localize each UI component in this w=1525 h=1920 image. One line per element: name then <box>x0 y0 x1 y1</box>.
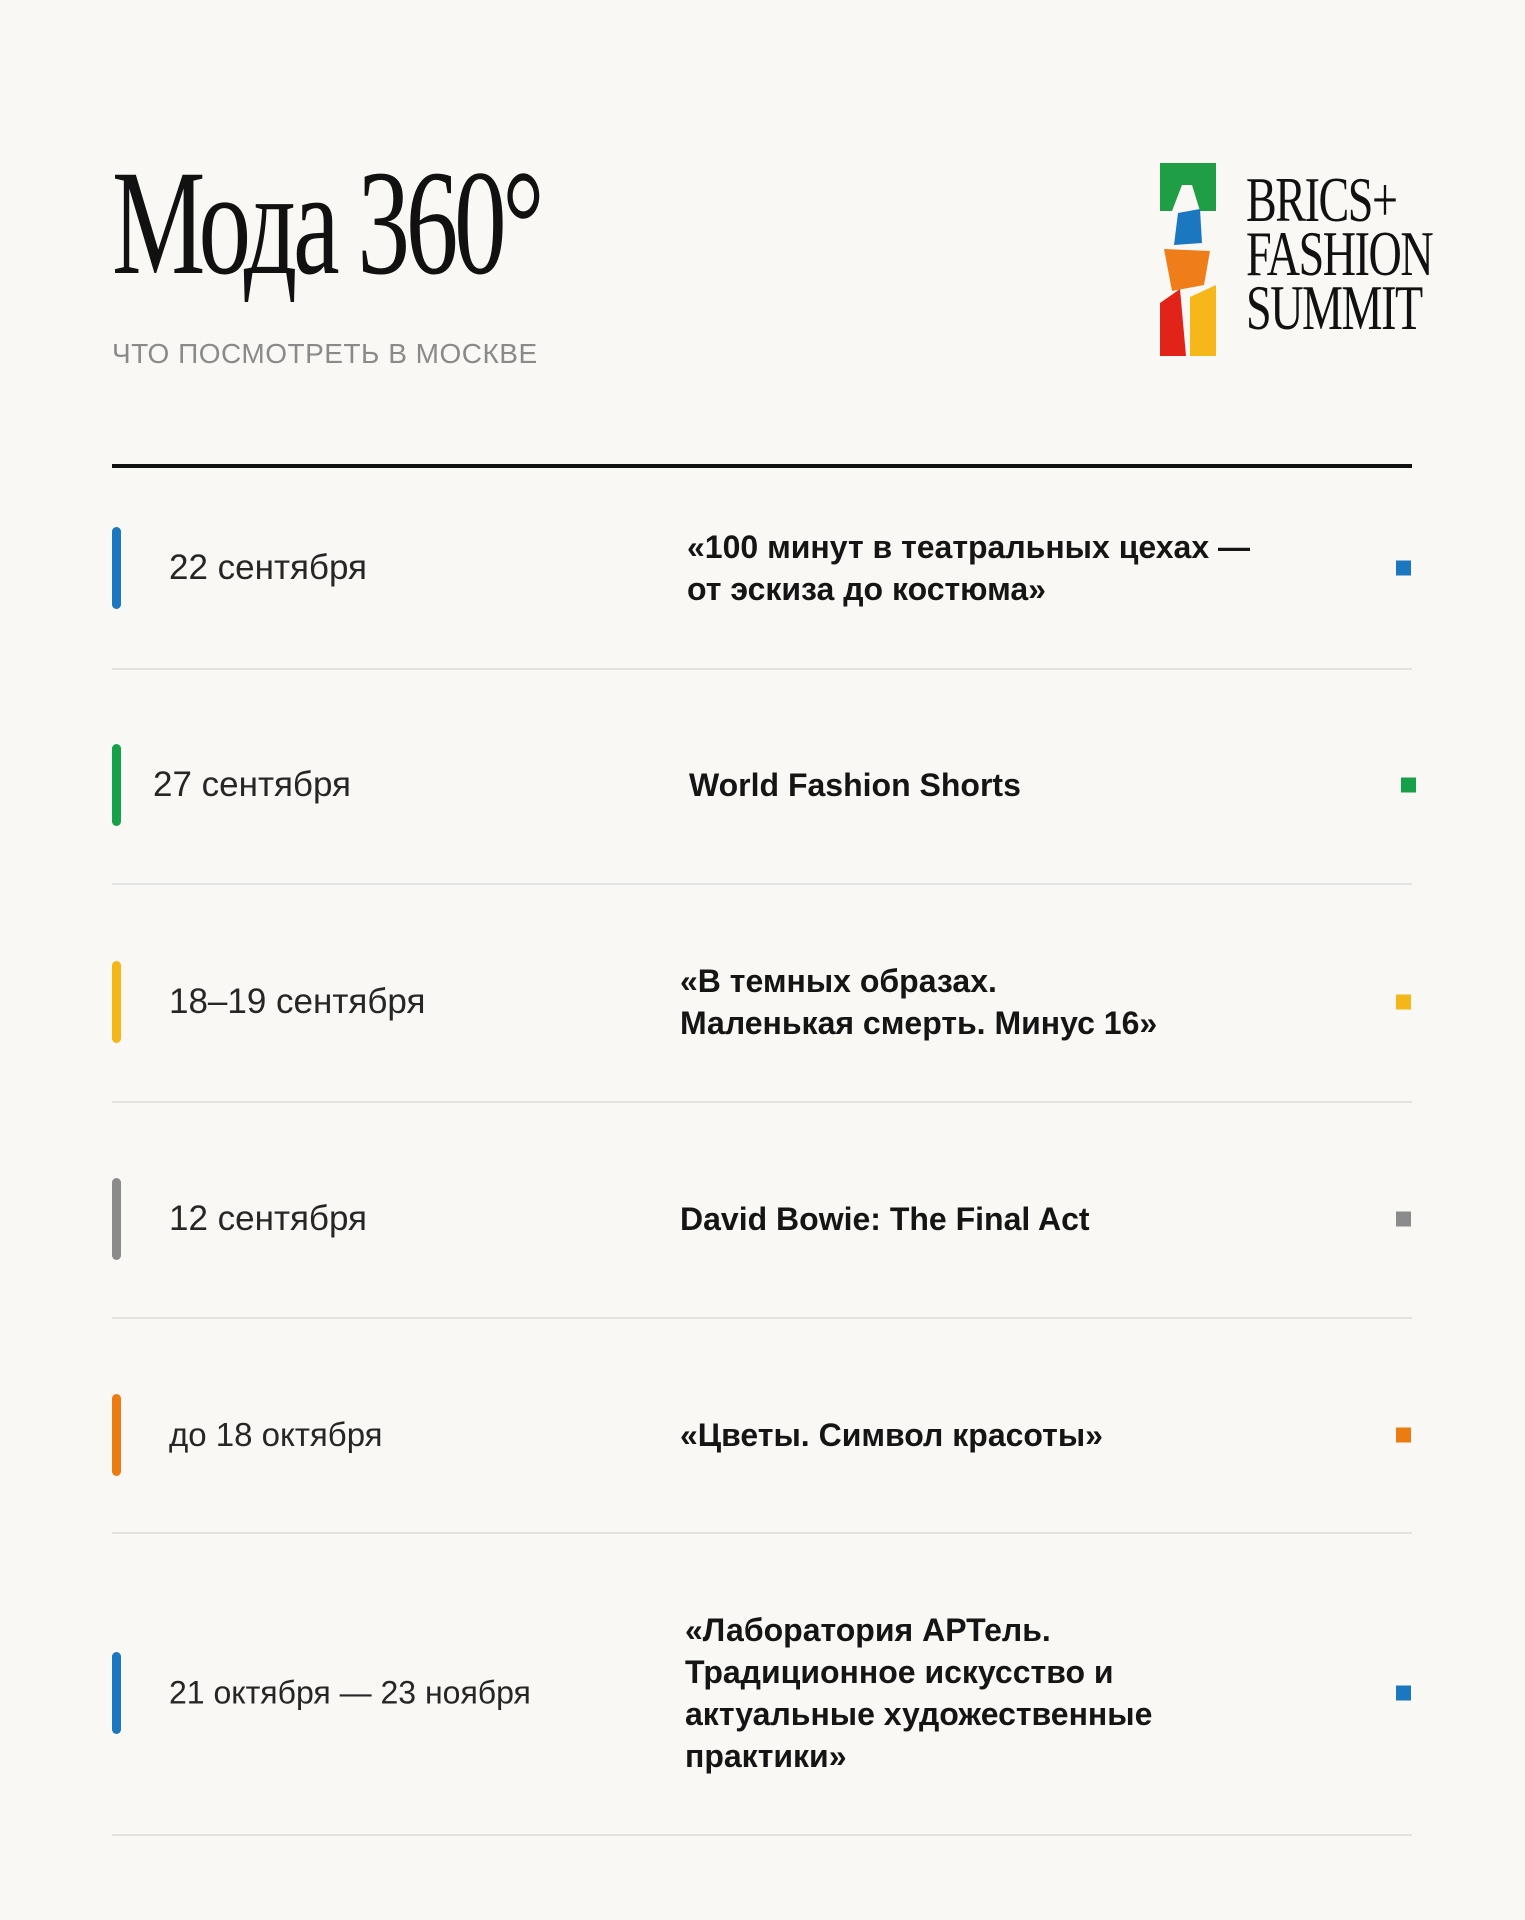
brics-fashion-summit-logo <box>1160 163 1433 358</box>
event-marker-square <box>1396 1428 1411 1443</box>
logo-line-summit: SUMMIT <box>1246 272 1422 343</box>
logo-red-block <box>1160 289 1186 356</box>
event-title: «Лаборатория АРТель. Традиционное искусство и актуальные художественные практики» <box>685 1612 1153 1774</box>
logo-green-block <box>1160 163 1216 211</box>
event-title: «В темных образах. Маленькая смерть. Минус 16» <box>680 963 1158 1041</box>
event-marker-square <box>1396 1212 1411 1227</box>
page-subtitle: ЧТО ПОСМОТРЕТЬ В МОСКВЕ <box>112 338 538 369</box>
event-color-bar <box>112 961 121 1043</box>
event-title: «Цветы. Символ красоты» <box>680 1417 1103 1453</box>
logo-yellow-block <box>1190 285 1216 356</box>
logo-line-brics: BRICS+ <box>1246 164 1397 235</box>
logo-blue-block <box>1174 209 1202 245</box>
event-marker-square <box>1396 1686 1411 1701</box>
event-row <box>112 1317 1412 1534</box>
event-row <box>112 668 1412 885</box>
event-row <box>112 883 1412 1103</box>
logo-line-fashion: FASHION <box>1246 218 1433 289</box>
event-date: 18–19 сентября <box>169 982 426 1021</box>
event-row <box>112 1532 1412 1836</box>
logo-mark-icon <box>1160 163 1216 356</box>
event-title: «100 минут в театральных цехах — от эскиза до костюма» <box>687 529 1251 607</box>
event-title: World Fashion Shorts <box>689 767 1021 803</box>
event-color-bar <box>112 527 121 609</box>
event-title: David Bowie: The Final Act <box>680 1201 1090 1237</box>
event-marker-square <box>1401 778 1416 793</box>
event-color-bar <box>112 744 121 826</box>
event-color-bar <box>112 1652 121 1734</box>
event-date: 27 сентября <box>153 765 352 804</box>
event-marker-square <box>1396 995 1411 1010</box>
page-title: Мода 360° <box>112 140 541 306</box>
logo-orange-block <box>1164 249 1210 291</box>
event-row <box>112 466 1412 670</box>
event-marker-square <box>1396 561 1411 576</box>
event-row <box>112 1101 1412 1319</box>
event-date: 21 октября — 23 ноября <box>169 1674 531 1711</box>
event-date: до 18 октября <box>169 1416 383 1453</box>
event-color-bar <box>112 1394 121 1476</box>
logo-wordmark <box>1246 164 1433 343</box>
event-color-bar <box>112 1178 121 1260</box>
event-date: 22 сентября <box>169 548 368 587</box>
event-date: 12 сентября <box>169 1199 368 1238</box>
